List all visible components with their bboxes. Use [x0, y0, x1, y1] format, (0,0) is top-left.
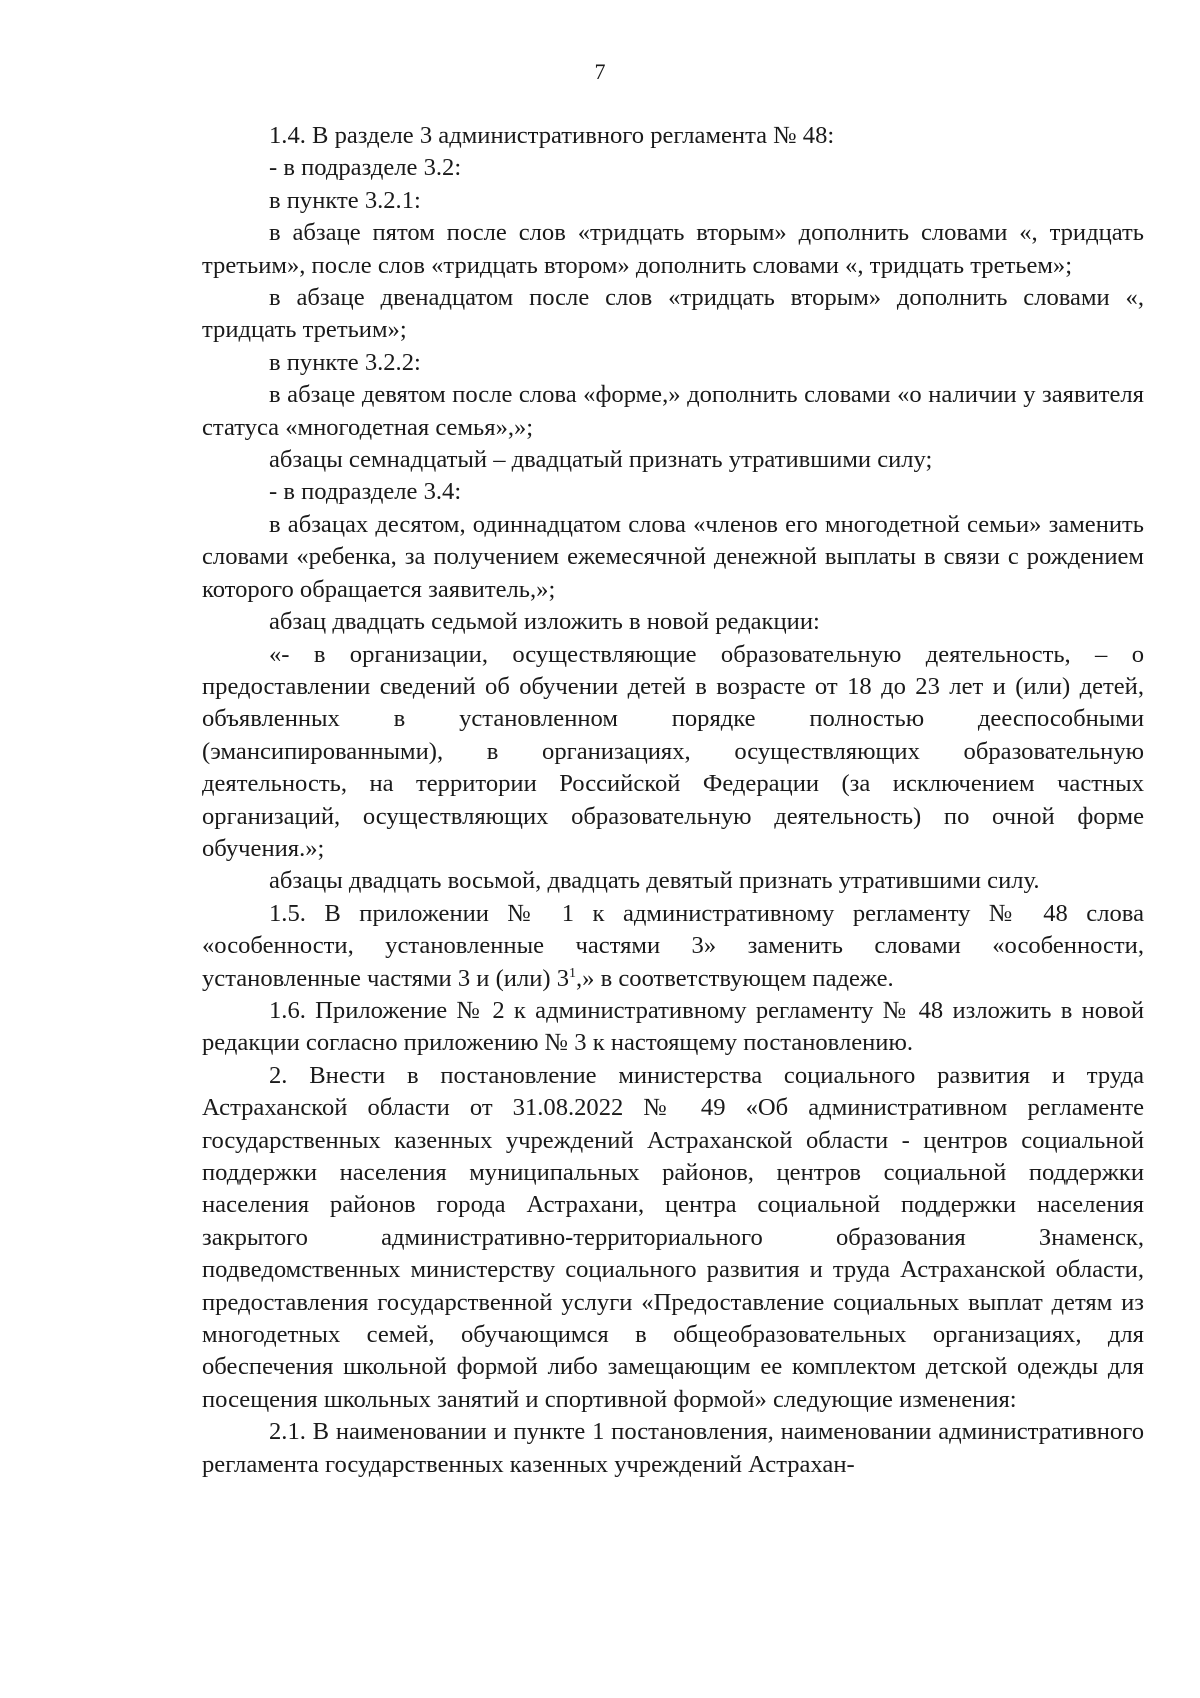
paragraph-abzacs-17-20: абзацы семнадцатый – двадцатый признать утратившими силу;: [269, 446, 933, 474]
paragraph-1-5: [202, 898, 1144, 995]
document-body: [202, 120, 1144, 1481]
paragraph-fifth-abzac: в абзаце пятом после слов «тридцать вторым» дополнить словами «, тридцать третьим», после слов «тридцать втором» дополнить словами «, тридцать третьем»;: [202, 219, 1144, 279]
paragraph-abzacs-10-11: в абзацах десятом, одиннадцатом слова «членов его многодетной семьи» заменить словами «ребенка, за получением ежемесячной денежной выплаты в связи с рождением которого обращается заявитель,»;: [202, 510, 1144, 603]
paragraph-1-5-tail: ,» в соответствующем падеже.: [576, 964, 894, 992]
paragraph-twelfth-abzac: в абзаце двенадцатом после слов «тридцать вторым» дополнить словами «, тридцать третьим»;: [202, 284, 1144, 344]
paragraph-1-6: 1.6. Приложение № 2 к административному регламенту № 48 изложить в новой редакции согласно приложению № 3 к настоящему постановлению.: [202, 996, 1144, 1057]
paragraph-item-3-2-1: в пункте 3.2.1:: [269, 186, 421, 214]
paragraph-ninth-abzac: в абзаце девятом после слова «форме,» дополнить словами «о наличии у заявителя статуса «многодетная семья»,»;: [202, 381, 1144, 441]
paragraph-abzac-27-new-text: «- в организации, осуществляющие образовательную деятельность, – о предоставлении сведений об обучении детей в возрасте от 18 до 23 лет и (или) детей, объявленных в установленном порядке полностью дееспособными (эмансипированными), в организациях, осуществляющих образовательную деятельность, на территории Российской Федерации (за исключением частных организаций, осуществляющих образовательную деятельность) по очной форме обучения.»;: [202, 640, 1144, 862]
paragraph-1-4: 1.4. В разделе 3 административного регламента № 48:: [269, 122, 835, 149]
page-number: 7: [594, 59, 606, 84]
paragraph-item-3-2-2: в пункте 3.2.2:: [269, 348, 421, 376]
paragraph-subsection-3-4: - в подразделе 3.4:: [269, 478, 462, 506]
paragraph-abzac-27: абзац двадцать седьмой изложить в новой редакции:: [269, 608, 820, 636]
paragraph-1-5-text: 1.5. В приложении № 1 к административному регламенту № 48 слова «особенности, установленные частями 3» заменить словами «особенности, установленные частями 3 и (или) 3: [202, 899, 1144, 992]
superscript-index: 1: [569, 965, 577, 981]
paragraph-subsection-3-2: - в подразделе 3.2:: [269, 154, 462, 182]
paragraph-abzacs-28-29: абзацы двадцать восьмой, двадцать девятый признать утратившими силу.: [269, 867, 1040, 895]
paragraph-2: 2. Внести в постановление министерства социального развития и труда Астраханской области от 31.08.2022 № 49 «Об административном регламенте государственных казенных учреждений Астраханской области - центров социальной поддержки населения муниципальных районов, центров социальной поддержки населения районов города Астрахани, центра социальной поддержки населения закрытого административно-территориального образования Знаменск, подведомственных министерству социального развития и труда Астраханской области, предоставления государственной услуги «Предоставление социальных выплат детям из многодетных семей, обучающимся в общеобразовательных организациях, для обеспечения школьной формой либо замещающим ее комплектом детской одежды для посещения школьных занятий и спортивной формой» следующие изменения:: [202, 1061, 1144, 1413]
paragraph-2-1: 2.1. В наименовании и пункте 1 постановления, наименовании административного регламента государственных казенных учреждений Астрахан-: [202, 1418, 1144, 1478]
